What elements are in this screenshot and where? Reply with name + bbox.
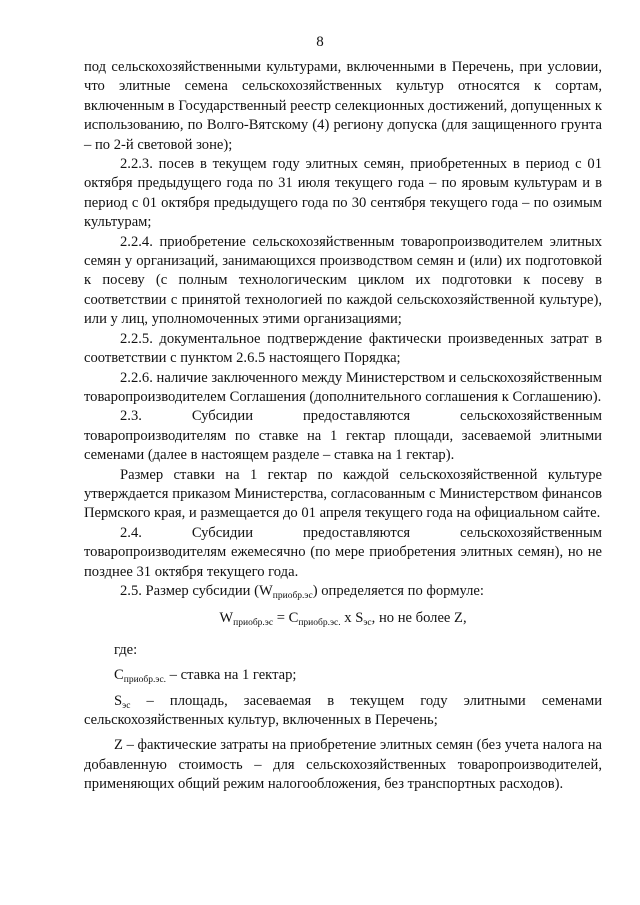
paragraph-2-2-5: 2.2.5. документальное подтверждение фактически произведенных затрат в соответствии с пунктом 2.6.5 настоящего Порядка; (84, 330, 602, 367)
paragraph-2-2-3: 2.2.3. посев в текущем году элитных семян, приобретенных в период с 01 октября предыдущего года по 31 июля текущего года – по яровым культурам и в период с 01 октября предыдущего года по 30 сентября текущего года – по озимым культурам; (84, 156, 602, 231)
where-label: где: (114, 641, 138, 658)
definition-costs: Z – фактические затраты на приобретение элитных семян (без учета налога на добавленную стоимость – для сельскохозяйственных товаропроизводителей, применяющих общий режим налогообложения, без транспортных расходов). (84, 737, 602, 793)
document-body (84, 58, 602, 795)
paragraph-2-2-6: 2.2.6. наличие заключенного между Министерством и сельскохозяйственным товаропроизводителем Соглашения (дополнительного соглашения к Соглашению). (84, 369, 602, 405)
paragraph-2-2-4: 2.2.4. приобретение сельскохозяйственным товаропроизводителем элитных семян у организаций, занимающихся производством семян и (или) их подготовкой к посеву (с полным технологическим циклом их подготовки к посеву в соответствии с принятой технологией по каждой сельскохозяйственной культуре), или у лиц, уполномоченных этими организациями; (84, 233, 602, 328)
paragraph-rate: Размер ставки на 1 гектар по каждой сельскохозяйственной культуре утверждается приказом Министерства, согласованным с Министерством финансов Пермского края, и размещается до 01 апреля текущего года на официальном сайте. (84, 466, 602, 522)
paragraph-2-3: 2.3. Субсидии предоставляются сельскохозяйственным товаропроизводителям по ставке на 1 гектар площади, засеваемой элитными семенами (далее в настоящем разделе – ставка на 1 гектар). (84, 408, 602, 464)
paragraph-continuation: под сельскохозяйственными культурами, включенными в Перечень, при условии, что элитные семена сельскохозяйственных культур относятся к сортам, включенным в Государственный реестр селекционных достижений, допущенных к использованию, по Волго-Вятскому (4) региону допуска (для защищенного грунта – по 2-й световой зоне); (84, 59, 602, 153)
paragraph-2-4: 2.4. Субсидии предоставляются сельскохозяйственным товаропроизводителям ежемесячно (по мере приобретения элитных семян), но не позднее 31 октября текущего года. (84, 524, 602, 580)
definition-area: $S_{эс}$ – площадь, засеваемая в текущем году элитными семенами сельскохозяйственных культур, включенных в Перечень; (84, 692, 602, 728)
definition-rate: $С_{приобр.эс.}$ – ставка на 1 гектар; (114, 667, 297, 686)
paragraph-2-5: 2.5. Размер субсидии $(W_{приобр.эс})$ определяется по формуле: (120, 582, 484, 601)
page-number: 8 (316, 34, 324, 50)
subsidy-formula: $W_{приобр.эс} = C_{приобр.эс.}$ x $S_{эс}$, но не более Z, (219, 610, 467, 629)
